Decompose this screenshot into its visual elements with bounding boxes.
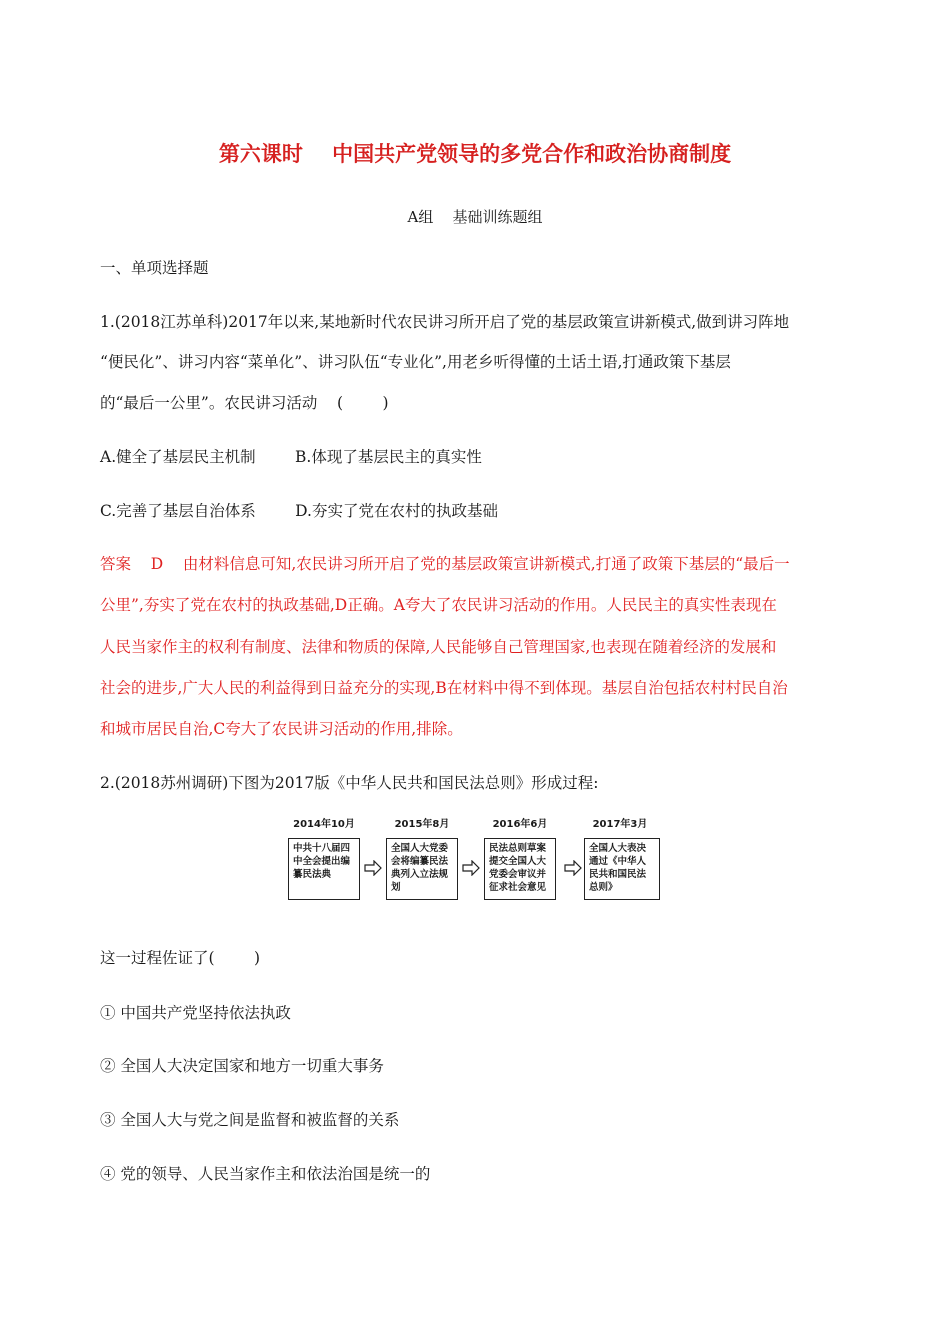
- group-label: A组 基础训练题组: [407, 208, 543, 226]
- answer-1-line-3: 人民当家作主的权利有制度、法律和物质的保障,人民能够自己管理国家,也表现在随着经济的发展和: [100, 638, 777, 656]
- flow-step-2-box: 全国人大党委会将编纂民法典列入立法规划: [386, 838, 458, 900]
- page-title: 第六课时 中国共产党领导的多党合作和政治协商制度: [218, 142, 732, 166]
- q1-options-cd: C.完善了基层自治体系 D.夯实了党在农村的执政基础: [100, 502, 498, 520]
- answer-1-line-5: 和城市居民自治,C夸大了农民讲习活动的作用,排除。: [100, 720, 463, 738]
- flow-step-3-date: 2016年6月: [492, 819, 548, 830]
- q2-stem: 这一过程佐证了( ): [100, 949, 261, 967]
- q1-line-1: 1.(2018江苏单科)2017年以来,某地新时代农民讲习所开启了党的基层政策宣讲新模式,做到讲习阵地: [100, 313, 790, 331]
- answer-1-line-2: 公里”,夯实了党在农村的执政基础,D正确。A夸大了农民讲习活动的作用。人民民主的真实性表现在: [100, 596, 777, 614]
- q1-line-3: 的“最后一公里”。农民讲习活动 ( ): [100, 394, 389, 412]
- flow-step-3-box: 民法总则草案提交全国人大党委会审议并征求社会意见: [484, 838, 556, 900]
- flow-step-1-box: 中共十八届四中全会提出编纂民法典: [288, 838, 360, 900]
- q1-line-2: “便民化”、讲习内容“菜单化”、讲习队伍“专业化”,用老乡听得懂的土话土语,打通政策下基层: [100, 353, 731, 371]
- q2-item-2: ② 全国人大决定国家和地方一切重大事务: [100, 1057, 384, 1075]
- arrow-right-icon: [564, 860, 582, 876]
- flow-step-1-date: 2014年10月: [293, 819, 355, 830]
- arrow-right-icon: [364, 860, 382, 876]
- q2-item-3: ③ 全国人大与党之间是监督和被监督的关系: [100, 1111, 400, 1129]
- arrow-right-icon: [462, 860, 480, 876]
- q2-intro: 2.(2018苏州调研)下图为2017版《中华人民共和国民法总则》形成过程:: [100, 774, 599, 792]
- flow-step-4-date: 2017年3月: [592, 819, 648, 830]
- q2-item-1: ① 中国共产党坚持依法执政: [100, 1004, 291, 1022]
- section-heading: 一、单项选择题: [100, 259, 209, 277]
- answer-1-line-1: 答案 D 由材料信息可知,农民讲习所开启了党的基层政策宣讲新模式,打通了政策下基层的“最后一: [100, 555, 790, 573]
- process-flowchart: [288, 818, 662, 904]
- flow-step-4-box: 全国人大表决通过《中华人民共和国民法总则》: [584, 838, 660, 900]
- flow-step-2-date: 2015年8月: [394, 819, 450, 830]
- answer-1-line-4: 社会的进步,广大人民的利益得到日益充分的实现,B在材料中得不到体现。基层自治包括农村村民自治: [100, 679, 788, 697]
- q2-item-4: ④ 党的领导、人民当家作主和依法治国是统一的: [100, 1165, 431, 1183]
- q1-options-ab: A.健全了基层民主机制 B.体现了基层民主的真实性: [100, 448, 482, 466]
